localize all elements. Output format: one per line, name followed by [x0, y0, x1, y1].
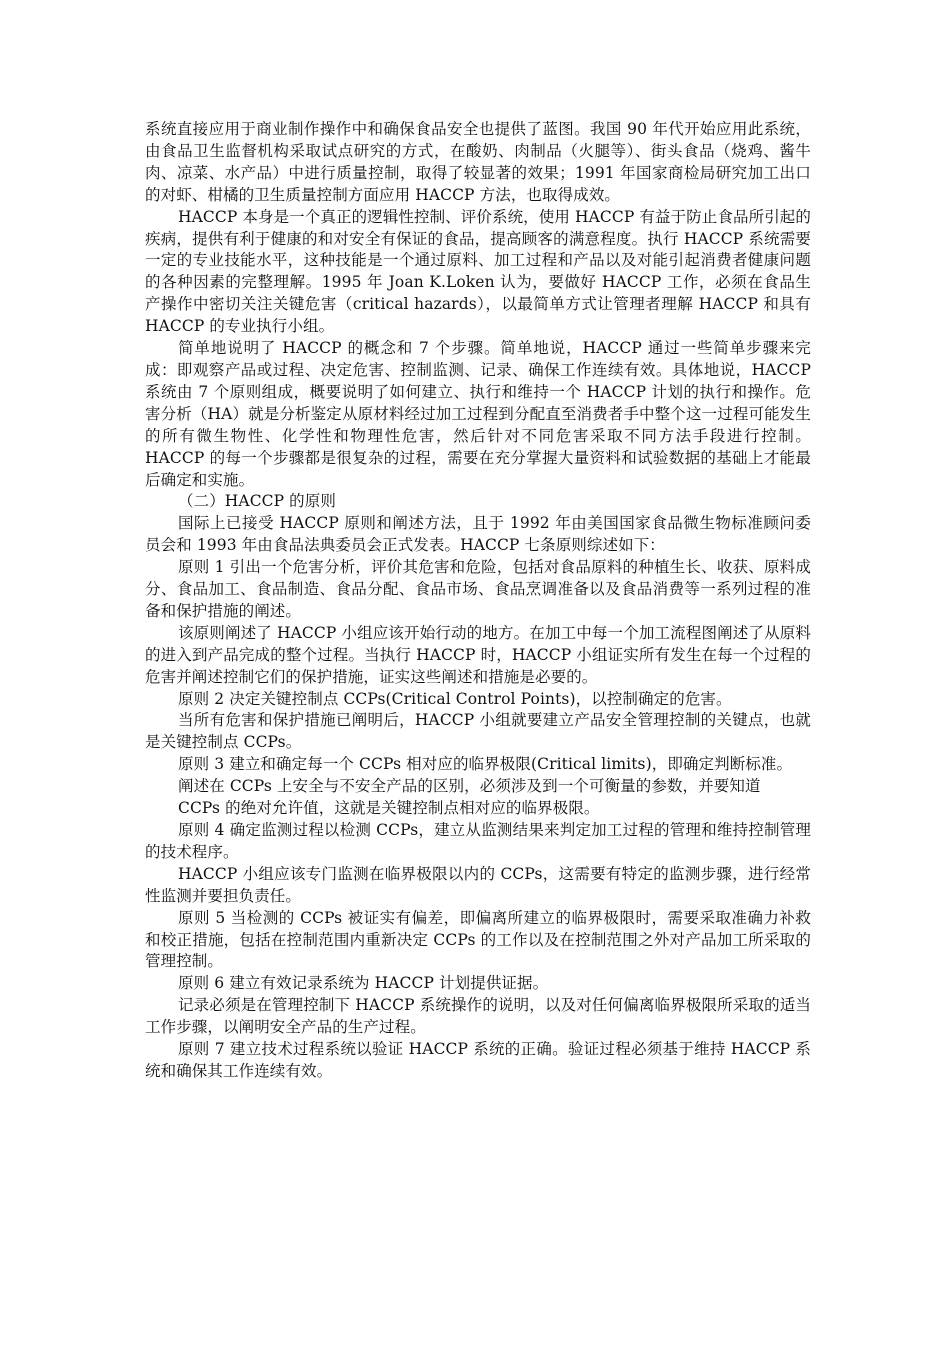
principle-paragraph: 原则 1 引出一个危害分析，评价其危害和危险，包括对食品原料的种植生长、收获、原料成分、食品加工、食品制造、食品分配、食品市场、食品烹调准备以及食品消费等一系列过程的准备和保护措施的阐述。 [145, 558, 811, 620]
paragraph: 记录必须是在管理控制下 HACCP 系统操作的说明，以及对任何偏离临界极限所采取的适当工作步骤，以阐明安全产品的生产过程。 [145, 996, 811, 1037]
principle-paragraph: 原则 3 建立和确定每一个 CCPs 相对应的临界极限(Critical limits)，即确定判断标准。 [178, 755, 793, 774]
paragraph: 简单地说明了 HACCP 的概念和 7 个步骤。简单地说，HACCP 通过一些简单步骤来完成：即观察产品或过程、决定危害、控制监测、记录、确保工作连续有效。具体地说，HACCP 系统由 7 个原则组成，概要说明了如何建立、执行和维持一个 HACCP 计划的执行和操作。危害分析（HA）就是分析鉴定从原材料经过加工过程到分配直至消费者手中整个这一过程可能发生的所有微生物性、化学性和物理性危害，然后针对不同危害采取不同方法手段进行控制。HACCP 的每一个步骤都是很复杂的过程，需要在充分掌握大量资料和试验数据的基础上才能最后确定和实施。 [145, 339, 811, 489]
section-heading: （二）HACCP 的原则 [178, 492, 336, 511]
paragraph: 当所有危害和保护措施已阐明后，HACCP 小组就要建立产品安全管理控制的关键点，也就是关键控制点 CCPs。 [145, 711, 811, 752]
principle-paragraph: 原则 4 确定监测过程以检测 CCPs，建立从监测结果来判定加工过程的管理和维持控制管理的技术程序。 [145, 821, 811, 861]
paragraph: HACCP 小组应该专门监测在临界极限以内的 CCPs，这需要有特定的监测步骤，进行经常性监测并要担负责任。 [145, 864, 811, 905]
paragraph: 阐述在 CCPs 上安全与不安全产品的区别，必须涉及到一个可衡量的参数，并要知道 [178, 777, 761, 796]
paragraph: 系统直接应用于商业制作操作中和确保食品安全也提供了蓝图。我国 90 年代开始应用此系统，由食品卫生监督机构采取试点研究的方式，在酸奶、肉制品（火腿等）、街头食品（烧鸡、酱牛肉、凉菜、水产品）中进行质量控制，取得了较显著的效果；1991 年国家商检局研究加工出口的对虾、柑橘的卫生质量控制方面应用 HACCP 方法，也取得成效。 [145, 120, 811, 204]
document-body [145, 119, 811, 1083]
principle-paragraph: 原则 5 当检测的 CCPs 被证实有偏差，即偏离所建立的临界极限时，需要采取准确力补救和校正措施，包括在控制范围内重新决定 CCPs 的工作以及在控制范围之外对产品加工所采取的管理控制。 [145, 908, 811, 971]
paragraph: 国际上已接受 HACCP 原则和阐述方法，且于 1992 年由美国国家食品微生物标准顾问委员会和 1993 年由食品法典委员会正式发表。HACCP 七条原则综述如下： [145, 514, 811, 555]
principle-paragraph: 原则 2 决定关键控制点 CCPs(Critical Control Points)，以控制确定的危害。 [178, 689, 732, 708]
principle-paragraph: 原则 6 建立有效记录系统为 HACCP 计划提供证据。 [178, 974, 549, 993]
paragraph: HACCP 本身是一个真正的逻辑性控制、评价系统，使用 HACCP 有益于防止食品所引起的疾病，提供有利于健康的和对安全有保证的食品，提高顾客的满意程度。执行 HACCP 系统需要一定的专业技能水平，这种技能是一个通过原料、加工过程和产品以及对能引起消费者健康问题的各种因素的完整理解。1995 年 Joan K.Loken 认为，要做好 HACCP 工作，必须在食品生产操作中密切关注关键危害（critical hazards），以最简单方式让管理者理解 HACCP 和具有 HACCP 的专业执行小组。 [145, 207, 812, 336]
paragraph: 该原则阐述了 HACCP 小组应该开始行动的地方。在加工中每一个加工流程图阐述了从原料的进入到产品完成的整个过程。当执行 HACCP 时，HACCP 小组证实所有发生在每一个过程的危害并阐述控制它们的保护措施，证实这些阐述和措施是必要的。 [145, 623, 811, 686]
paragraph: CCPs 的绝对允许值，这就是关键控制点相对应的临界极限。 [178, 799, 600, 818]
principle-paragraph: 原则 7 建立技术过程系统以验证 HACCP 系统的正确。验证过程必须基于维持 HACCP 系统和确保其工作连续有效。 [145, 1040, 811, 1080]
